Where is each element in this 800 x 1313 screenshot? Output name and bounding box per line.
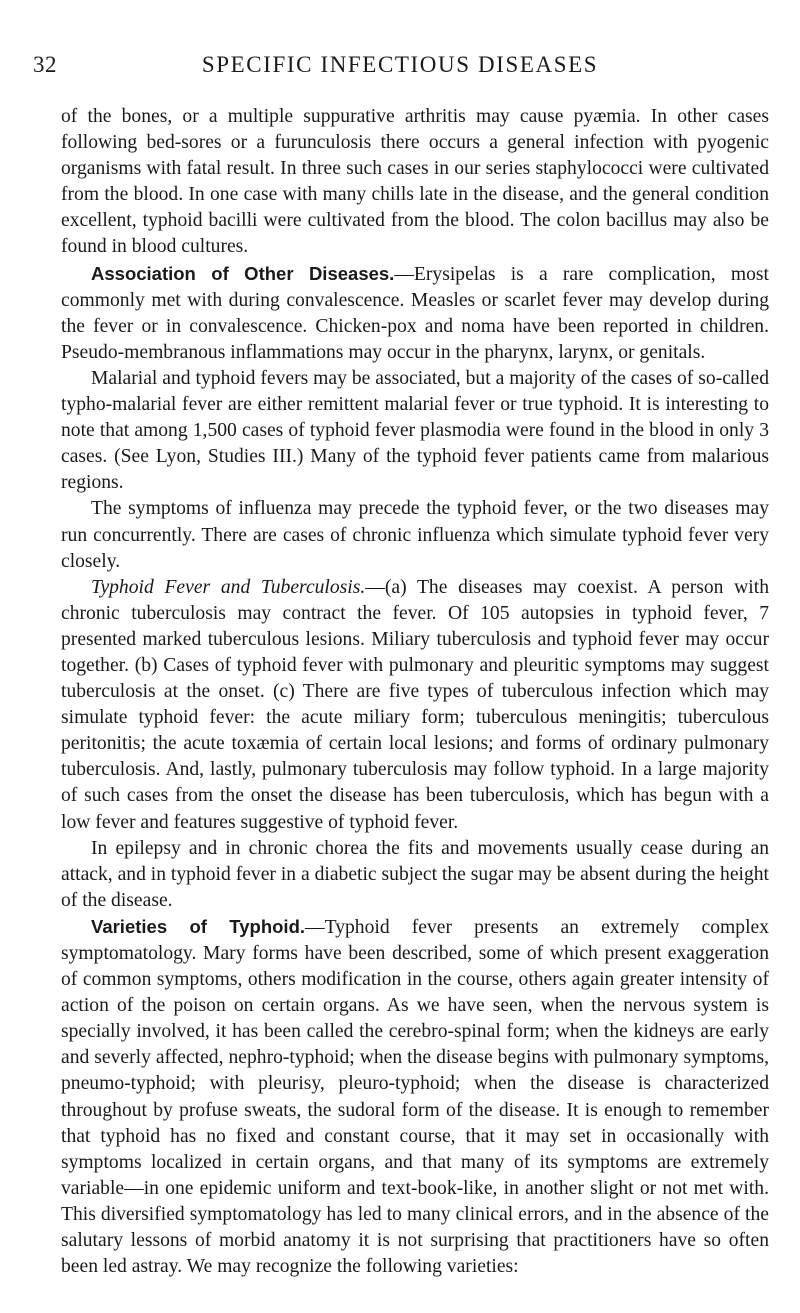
paragraph-varieties bbox=[61, 914, 769, 1280]
paragraph-text: —Typhoid fever presents an extremely complex symptomatology. Mary forms have been described, some of which present exaggeration of common symptoms, others modification in the course, others again greater intensity of action of the poison on certain organs. As we have seen, when the nervous system is specially involved, it has been called the cerebro-spinal form; when the kidneys are early and severly affected, nephro-typhoid; when the disease begins with pulmonary symptoms, pneumo-typhoid; with pleurisy, pleuro-typhoid; when the disease is characterized throughout by profuse sweats, the sudoral form of the disease. It is enough to remember that typhoid has no fixed and constant course, that it may set in occasionally with symptoms localized in certain organs, and that many of its symptoms are extremely variable—in one epidemic uniform and text-book-like, in another slight or not met with. This diversified symptomatology has led to many clinical errors, and in the absence of the salutary lessons of morbid anatomy it is not surprising that practitioners have so often been led astray. We may recognize the following varieties: bbox=[61, 916, 770, 1278]
paragraph-malarial bbox=[61, 366, 769, 496]
running-head: SPECIFIC INFECTIOUS DISEASES bbox=[201, 52, 599, 77]
page-number: 32 bbox=[33, 52, 57, 77]
paragraph-tuberculosis bbox=[61, 575, 769, 836]
page-header bbox=[0, 52, 800, 86]
paragraph-epilepsy bbox=[61, 836, 769, 914]
paragraph-text: of the bones, or a multiple suppurative arthritis may cause pyæmia. In other cases following bed-sores or a furunculosis there occurs a general infection with pyogenic organisms with fatal result. In three such cases in our series staphylococci were cultivated from the blood. In one case with many chills late in the disease, and the general condition excellent, typhoid bacilli were cultivated from the blood. The colon bacillus may also be found in blood cultures. bbox=[61, 106, 769, 258]
paragraph-text: —(a) The diseases may coexist. A person with chronic tuberculosis may contract the fever. Of 105 autopsies in typhoid fever, 7 presented marked tuberculous lesions. Miliary tuberculosis and typhoid fever may occur together. (b) Cases of typhoid fever with pulmonary and pleuritic symptoms may suggest tuberculosis at the onset. (c) There are five types of tuberculous infection which may simulate typhoid fever: the acute miliary form; tuberculous meningitis; tuberculous peritonitis; the acute toxæmia of certain local lesions; and forms of ordinary pulmonary tuberculosis. And, lastly, pulmonary tuberculosis may follow typhoid. In a large majority of such cases from the onset the disease has been tuberculosis, which has begun with a low fever and features suggestive of typhoid fever. bbox=[61, 576, 769, 833]
paragraph-text: —Erysipelas is a rare complication, most commonly met with during convalescence. Measles or scarlet fever may develop during the fever or in convalescence. Chicken-pox and noma have been reported in children. Pseudo-membranous inflammations may occur in the pharynx, larynx, or genitals. bbox=[61, 263, 769, 363]
paragraph-text: Malarial and typhoid fevers may be associated, but a majority of the cases of so-called typho-malarial fever are either remittent malarial fever or true typhoid. It is interesting to note that among 1,500 cases of typhoid fever plasmodia were found in the blood in only 3 cases. (See Lyon, Studies III.) Many of the typhoid fever patients came from malarious regions. bbox=[61, 367, 769, 494]
paragraph-association bbox=[61, 261, 769, 366]
paragraph-text: In epilepsy and in chronic chorea the fits and movements usually cease during an attack, and in typhoid fever in a diabetic subject the sugar may be absent during the height of the disease. bbox=[61, 837, 769, 911]
section-heading-varieties: Varieties of Typhoid. bbox=[91, 915, 306, 937]
paragraph-pyaemia bbox=[61, 104, 769, 261]
section-heading-tuberculosis: Typhoid Fever and Tuberculosis. bbox=[91, 576, 366, 598]
section-heading-association: Association of Other Diseases. bbox=[91, 262, 395, 284]
paragraph-influenza bbox=[61, 496, 769, 574]
body-text bbox=[61, 104, 769, 1280]
paragraph-text: The symptoms of influenza may precede the typhoid fever, or the two diseases may run concurrently. There are cases of chronic influenza which simulate typhoid fever very closely. bbox=[61, 498, 769, 572]
